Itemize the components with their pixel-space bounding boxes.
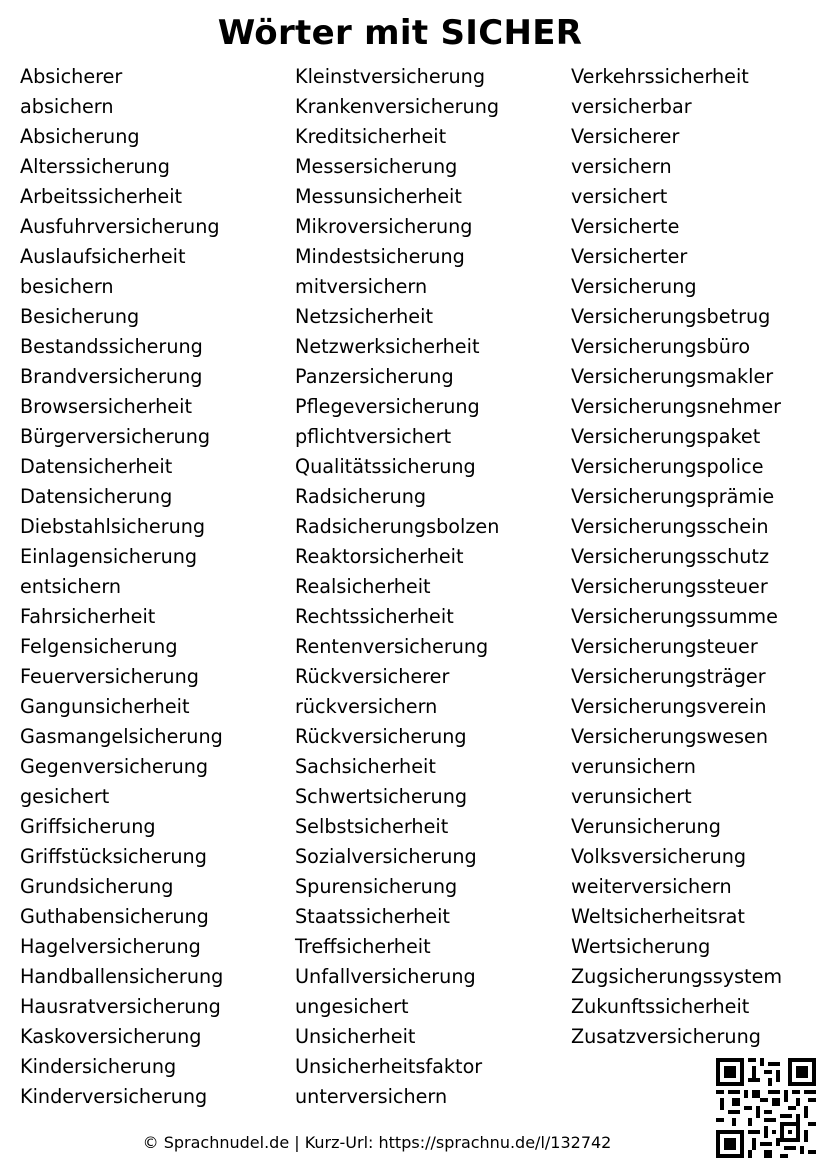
- word-item: Sachsicherheit: [295, 755, 436, 778]
- word-item: Absicherung: [20, 125, 140, 148]
- word-item: rückversichern: [295, 695, 438, 718]
- footer-credit: © Sprachnudel.de | Kurz-Url: https://sprachnu.de/l/132742: [142, 1133, 612, 1152]
- word-item: Bestandssicherung: [20, 335, 203, 358]
- word-item: Datensicherung: [20, 485, 173, 508]
- word-item: Gangunsicherheit: [20, 695, 190, 718]
- word-item: Griffstücksicherung: [20, 845, 207, 868]
- word-item: versichert: [571, 185, 668, 208]
- word-item: Versicherungssteuer: [571, 575, 768, 598]
- word-item: Datensicherheit: [20, 455, 173, 478]
- qr-code-icon: [716, 1058, 816, 1158]
- word-item: Rentenversicherung: [295, 635, 489, 658]
- word-column-3: [571, 62, 782, 1052]
- word-item: Versicherungsmakler: [571, 365, 774, 388]
- word-item: Versicherte: [571, 215, 680, 238]
- word-item: Volksversicherung: [571, 845, 747, 868]
- word-item: Spurensicherung: [295, 875, 458, 898]
- word-item: Browsersicherheit: [20, 395, 192, 418]
- word-item: Diebstahlsicherung: [20, 515, 206, 538]
- word-item: Netzsicherheit: [295, 305, 433, 328]
- word-item: Felgensicherung: [20, 635, 178, 658]
- word-item: Rückversicherer: [295, 665, 450, 688]
- word-item: Versicherungssumme: [571, 605, 778, 628]
- word-item: Gegenversicherung: [20, 755, 209, 778]
- word-item: Gasmangelsicherung: [20, 725, 223, 748]
- word-item: Rückversicherung: [295, 725, 467, 748]
- word-item: Versicherungsprämie: [571, 485, 775, 508]
- word-item: pflichtversichert: [295, 425, 452, 448]
- word-item: Verunsicherung: [571, 815, 721, 838]
- word-item: weiterversichern: [571, 875, 732, 898]
- word-item: Versicherungsschutz: [571, 545, 770, 568]
- word-item: Unsicherheit: [295, 1025, 416, 1048]
- word-item: Unfallversicherung: [295, 965, 476, 988]
- word-item: Zusatzversicherung: [571, 1025, 761, 1048]
- word-item: Versicherungspolice: [571, 455, 764, 478]
- word-item: Auslaufsicherheit: [20, 245, 186, 268]
- word-item: Versicherter: [571, 245, 688, 268]
- word-item: Sozialversicherung: [295, 845, 477, 868]
- word-item: entsichern: [20, 575, 122, 598]
- word-item: Hagelversicherung: [20, 935, 201, 958]
- word-column-2: [295, 62, 499, 1112]
- word-item: Fahrsicherheit: [20, 605, 156, 628]
- word-item: verunsichert: [571, 785, 692, 808]
- word-item: versichern: [571, 155, 672, 178]
- word-item: Krankenversicherung: [295, 95, 500, 118]
- word-item: Brandversicherung: [20, 365, 203, 388]
- word-item: ungesichert: [295, 995, 409, 1018]
- word-item: Versicherung: [571, 275, 697, 298]
- word-item: Zugsicherungssystem: [571, 965, 783, 988]
- word-item: Versicherungsbüro: [571, 335, 751, 358]
- word-item: Radsicherung: [295, 485, 427, 508]
- word-item: Weltsicherheitsrat: [571, 905, 745, 928]
- word-item: Panzersicherung: [295, 365, 454, 388]
- word-item: Selbstsicherheit: [295, 815, 449, 838]
- word-item: Reaktorsicherheit: [295, 545, 464, 568]
- word-item: Wertsicherung: [571, 935, 711, 958]
- word-item: Netzwerksicherheit: [295, 335, 480, 358]
- word-item: Versicherungsbetrug: [571, 305, 771, 328]
- word-item: Rechtssicherheit: [295, 605, 454, 628]
- word-item: Unsicherheitsfaktor: [295, 1055, 483, 1078]
- word-column-1: [20, 62, 223, 1112]
- word-item: Versicherer: [571, 125, 680, 148]
- word-item: Kinderversicherung: [20, 1085, 208, 1108]
- word-item: Versicherungsverein: [571, 695, 767, 718]
- word-item: Pflegeversicherung: [295, 395, 480, 418]
- word-item: Qualitätssicherung: [295, 455, 476, 478]
- word-item: Staatssicherheit: [295, 905, 450, 928]
- word-item: Versicherungspaket: [571, 425, 761, 448]
- word-item: Bürgerversicherung: [20, 425, 211, 448]
- word-item: Verkehrssicherheit: [571, 65, 749, 88]
- word-item: Absicherer: [20, 65, 123, 88]
- word-item: Messersicherung: [295, 155, 458, 178]
- word-item: Zukunftssicherheit: [571, 995, 750, 1018]
- word-item: Feuerversicherung: [20, 665, 199, 688]
- word-item: Versicherungsteuer: [571, 635, 758, 658]
- word-item: Hausratversicherung: [20, 995, 221, 1018]
- word-item: Mikroversicherung: [295, 215, 473, 238]
- word-item: Griffsicherung: [20, 815, 156, 838]
- word-item: Handballensicherung: [20, 965, 224, 988]
- word-item: Besicherung: [20, 305, 140, 328]
- word-item: Mindestsicherung: [295, 245, 465, 268]
- word-item: Treffsicherheit: [295, 935, 431, 958]
- word-item: besichern: [20, 275, 114, 298]
- word-item: verunsichern: [571, 755, 696, 778]
- word-item: Kaskoversicherung: [20, 1025, 202, 1048]
- word-item: unterversichern: [295, 1085, 448, 1108]
- word-item: Versicherungsnehmer: [571, 395, 782, 418]
- word-item: gesichert: [20, 785, 110, 808]
- page-title: Wörter mit SICHER: [217, 13, 583, 53]
- word-item: Messunsicherheit: [295, 185, 462, 208]
- word-item: versicherbar: [571, 95, 692, 118]
- word-item: mitversichern: [295, 275, 428, 298]
- word-item: Einlagensicherung: [20, 545, 198, 568]
- word-item: Realsicherheit: [295, 575, 431, 598]
- word-item: Guthabensicherung: [20, 905, 209, 928]
- word-item: Kreditsicherheit: [295, 125, 447, 148]
- word-item: Schwertsicherung: [295, 785, 468, 808]
- word-item: Versicherungsträger: [571, 665, 766, 688]
- word-item: Arbeitssicherheit: [20, 185, 183, 208]
- word-item: Alterssicherung: [20, 155, 170, 178]
- word-item: absichern: [20, 95, 114, 118]
- word-item: Grundsicherung: [20, 875, 174, 898]
- word-item: Versicherungswesen: [571, 725, 769, 748]
- word-item: Versicherungsschein: [571, 515, 769, 538]
- word-item: Ausfuhrversicherung: [20, 215, 220, 238]
- word-item: Kindersicherung: [20, 1055, 177, 1078]
- word-item: Radsicherungsbolzen: [295, 515, 500, 538]
- word-item: Kleinstversicherung: [295, 65, 486, 88]
